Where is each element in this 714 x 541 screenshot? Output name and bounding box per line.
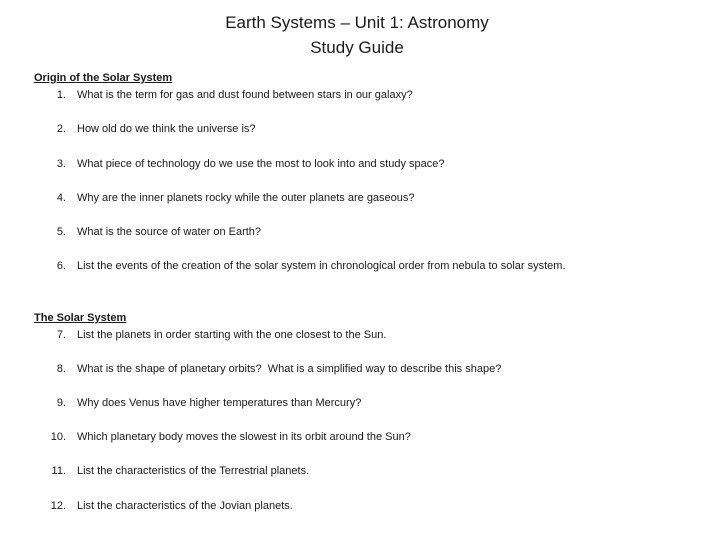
section-heading-solar-system: The Solar System (34, 312, 127, 324)
question-number: 8. (56, 363, 66, 375)
question-text: What is the shape of planetary orbits? What is a simplified way to describe this shape? (77, 363, 502, 375)
question-number: 3. (56, 158, 66, 170)
question-number: 9. (56, 397, 66, 409)
question-text: List the planets in order starting with the one closest to the Sun. (77, 329, 387, 341)
question-text: Why does Venus have higher temperatures than Mercury? (77, 397, 362, 409)
question-number: 10. (50, 431, 66, 443)
page-subtitle: Study Guide (310, 38, 404, 57)
question-text: List the characteristics of the Jovian planets. (77, 500, 293, 512)
question-text: What piece of technology do we use the most to look into and study space? (77, 158, 445, 170)
question-number: 4. (56, 192, 66, 204)
question-text: List the events of the creation of the solar system in chronological order from nebula to solar system. (77, 260, 566, 272)
question-text: What is the source of water on Earth? (77, 226, 262, 238)
question-number: 7. (56, 329, 66, 341)
question-text: List the characteristics of the Terrestrial planets. (77, 465, 310, 477)
question-number: 11. (51, 465, 66, 477)
question-text: Why are the inner planets rocky while the outer planets are gaseous? (77, 192, 415, 204)
question-number: 12. (50, 500, 66, 512)
question-text: What is the term for gas and dust found between stars in our galaxy? (77, 89, 413, 101)
page-title: Earth Systems – Unit 1: Astronomy (225, 13, 489, 32)
question-text: Which planetary body moves the slowest in its orbit around the Sun? (77, 431, 411, 443)
question-number: 2. (56, 123, 66, 135)
question-text: How old do we think the universe is? (77, 123, 256, 135)
section-heading-origin: Origin of the Solar System (34, 72, 173, 84)
question-number: 1. (56, 89, 66, 101)
question-number: 6. (56, 260, 66, 272)
question-number: 5. (56, 226, 66, 238)
